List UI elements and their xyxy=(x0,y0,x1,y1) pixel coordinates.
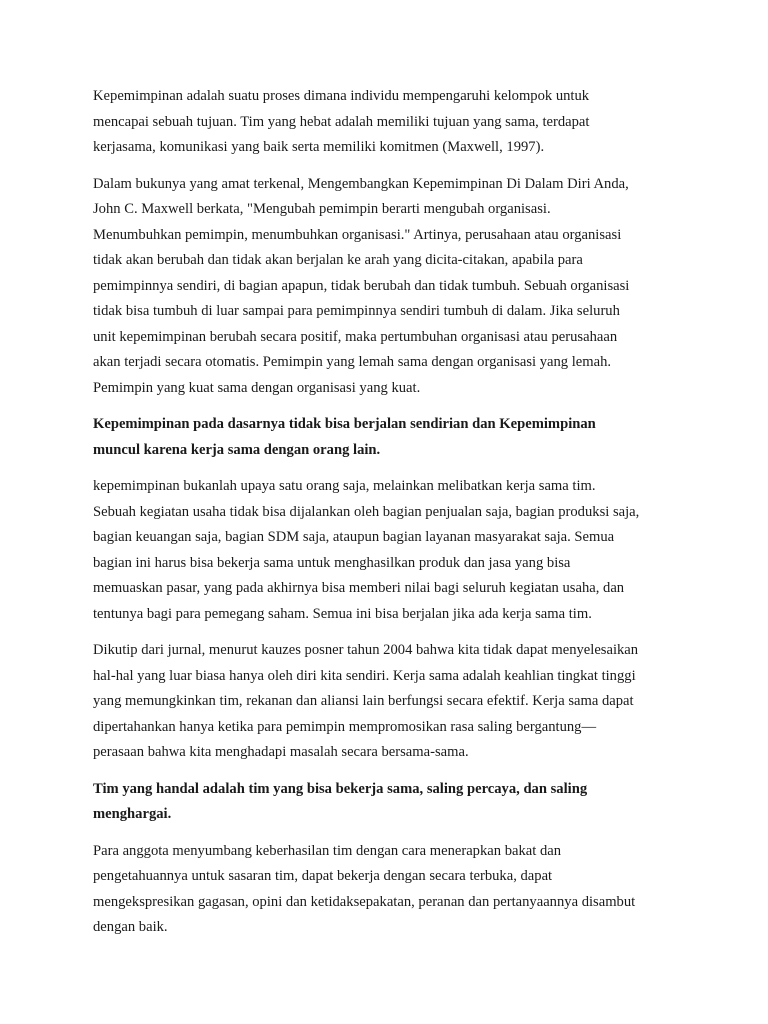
text-line: dipertahankan hanya ketika para pemimpin mempromosikan rasa saling bergantung— xyxy=(93,718,597,735)
document-page xyxy=(93,84,685,952)
text-line: Kepemimpinan pada dasarnya tidak bisa berjalan sendirian dan Kepemimpinan xyxy=(93,416,596,432)
text-line: unit kepemimpinan berubah secara positif, maka pertumbuhan organisasi atau perusahaan xyxy=(93,328,618,345)
text-line: Kepemimpinan adalah suatu proses dimana individu mempengaruhi kelompok untuk xyxy=(93,88,590,104)
text-line: mencapai sebuah tujuan. Tim yang hebat adalah memiliki tujuan yang sama, terdapat xyxy=(93,113,590,130)
paragraph-intro xyxy=(93,84,685,161)
text-line: Para anggota menyumbang keberhasilan tim dengan cara menerapkan bakat dan xyxy=(93,842,562,859)
text-line: Tim yang handal adalah tim yang bisa bekerja sama, saling percaya, dan saling xyxy=(93,780,588,797)
text-line: yang memungkinkan tim, rekanan dan aliansi lain berfungsi secara efektif. Kerja sama dapat xyxy=(93,693,634,709)
text-line: Menumbuhkan pemimpin, menumbuhkan organisasi." Artinya, perusahaan atau organisasi xyxy=(93,226,622,243)
text-line: menghargai. xyxy=(93,806,172,822)
text-line: Dalam bukunya yang amat terkenal, Mengembangkan Kepemimpinan Di Dalam Diri Anda, xyxy=(93,175,629,192)
text-line: Pemimpin yang kuat sama dengan organisasi yang kuat. xyxy=(93,379,421,396)
text-line: mengekspresikan gagasan, opini dan ketidaksepakatan, peranan dan pertanyaannya disambut xyxy=(93,893,636,910)
paragraph-kerja-sama-tim xyxy=(93,474,685,627)
text-line: Dikutip dari jurnal, menurut kauzes posner tahun 2004 bahwa kita tidak dapat menyelesaikan xyxy=(93,642,639,658)
heading-kepemimpinan xyxy=(93,412,685,463)
text-line: kerjasama, komunikasi yang baik serta memiliki komitmen (Maxwell, 1997). xyxy=(93,139,545,155)
text-line: dengan baik. xyxy=(93,919,168,935)
text-line: Sebuah kegiatan usaha tidak bisa dijalankan oleh bagian penjualan saja, bagian produksi saja, xyxy=(93,503,640,520)
text-line: memuaskan pasar, yang pada akhirnya bisa memberi nilai bagi seluruh kegiatan usaha, dan xyxy=(93,580,625,596)
text-line: perasaan bahwa kita menghadapi masalah secara bersama-sama. xyxy=(93,744,469,760)
text-line: kepemimpinan bukanlah upaya satu orang saja, melainkan melibatkan kerja sama tim. xyxy=(93,478,596,494)
text-line: bagian ini harus bisa bekerja sama untuk menghasilkan produk dan jasa yang bisa xyxy=(93,554,571,571)
paragraph-para-anggota xyxy=(93,839,685,941)
paragraph-maxwell xyxy=(93,172,685,402)
text-line: akan terjadi secara otomatis. Pemimpin yang lemah sama dengan organisasi yang lemah. xyxy=(93,354,612,370)
text-line: bagian keuangan saja, bagian SDM saja, ataupun bagian layanan masyarakat saja. Semua xyxy=(93,529,615,545)
text-line: tidak bisa tumbuh di luar sampai para pemimpinnya sendiri tumbuh di dalam. Jika seluruh xyxy=(93,303,620,319)
text-line: John C. Maxwell berkata, "Mengubah pemimpin berarti mengubah organisasi. xyxy=(93,201,551,217)
text-line: tentunya bagi para pemegang saham. Semua ini bisa berjalan jika ada kerja sama tim. xyxy=(93,605,592,622)
text-line: tidak akan berubah dan tidak akan berjalan ke arah yang dicita-citakan, apabila para xyxy=(93,252,583,268)
text-line: pemimpinnya sendiri, di bagian apapun, tidak berubah dan tidak tumbuh. Sebuah organisasi xyxy=(93,277,630,294)
heading-tim-handal xyxy=(93,777,685,828)
paragraph-kauzes-posner xyxy=(93,638,685,766)
text-line: muncul karena kerja sama dengan orang lain. xyxy=(93,441,381,458)
text-line: pengetahuannya untuk sasaran tim, dapat bekerja dengan secara terbuka, dapat xyxy=(93,868,553,884)
text-line: hal-hal yang luar biasa hanya oleh diri kita sendiri. Kerja sama adalah keahlian tingkat tinggi xyxy=(93,667,636,684)
